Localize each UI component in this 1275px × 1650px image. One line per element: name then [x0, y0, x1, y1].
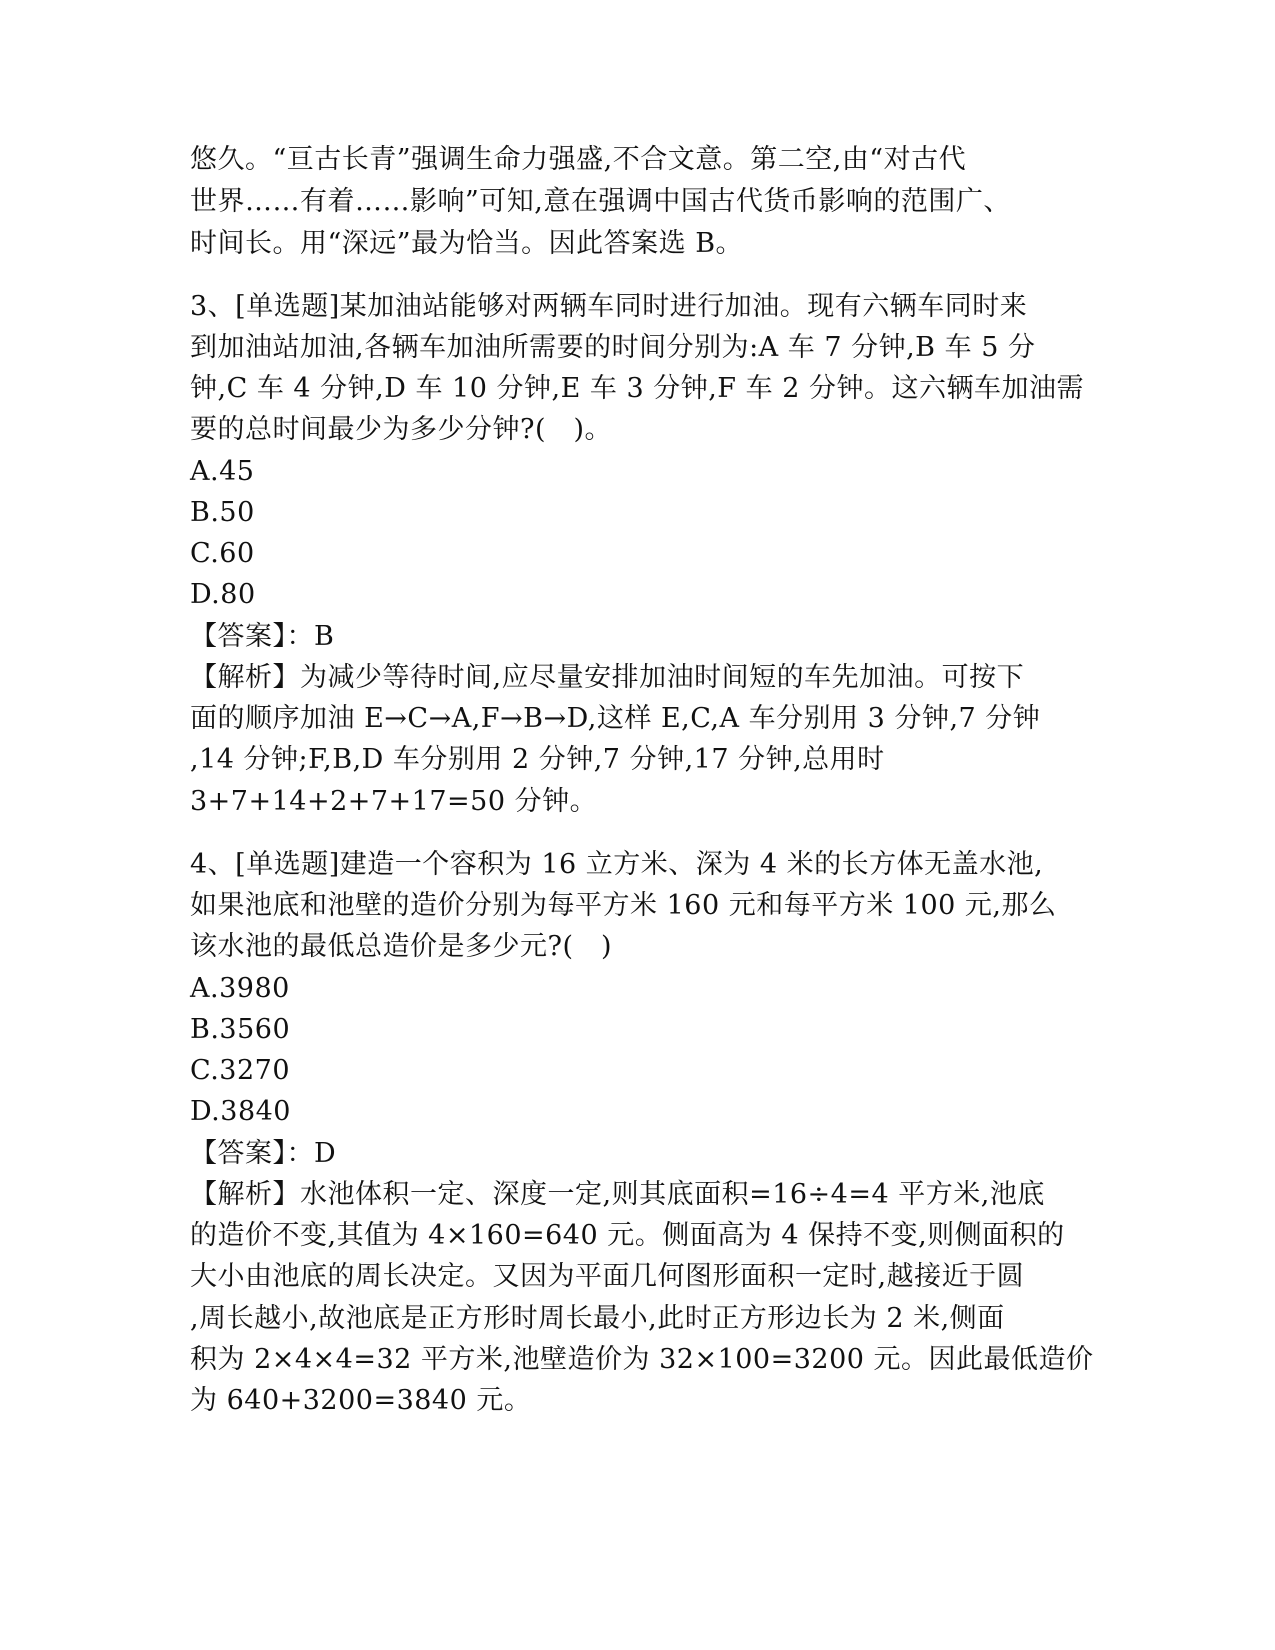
- answer-line: 【答案】：B: [190, 621, 335, 652]
- analysis-line: 为 640+3200=3840 元。: [190, 1385, 532, 1416]
- question-stem-line: 钟,C 车 4 分钟,D 车 10 分钟,E 车 3 分钟,F 车 2 分钟。这六辆车加油需: [190, 373, 1084, 404]
- question-stem-line: 到加油站加油,各辆车加油所需要的时间分别为:A 车 7 分钟,B 车 5 分: [190, 332, 1036, 363]
- option-d: D.80: [190, 579, 256, 610]
- option-a: A.45: [190, 456, 255, 487]
- option-c: C.3270: [190, 1055, 290, 1086]
- option-b: B.3560: [190, 1014, 291, 1045]
- question-stem-line: 4、[单选题]建造一个容积为 16 立方米、深为 4 米的长方体无盖水池,: [190, 849, 1044, 880]
- analysis-line: 积为 2×4×4=32 平方米,池壁造价为 32×100=3200 元。因此最低造价: [190, 1344, 1094, 1375]
- option-b: B.50: [190, 497, 255, 528]
- analysis-line: 【解析】为减少等待时间,应尽量安排加油时间短的车先加油。可按下: [190, 662, 1025, 693]
- text-line: 世界……有着……影响”可知,意在强调中国古代货币影响的范围广、: [190, 186, 1011, 217]
- text-line: 时间长。用“深远”最为恰当。因此答案选 B。: [190, 228, 744, 259]
- question-stem-line: 3、[单选题]某加油站能够对两辆车同时进行加油。现有六辆车同时来: [190, 291, 1028, 322]
- question-stem-line: 要的总时间最少为多少分钟?( )。: [190, 414, 613, 445]
- option-a: A.3980: [190, 973, 290, 1004]
- analysis-line: ,周长越小,故池底是正方形时周长最小,此时正方形边长为 2 米,侧面: [190, 1303, 1005, 1334]
- analysis-line: 大小由池底的周长决定。又因为平面几何图形面积一定时,越接近于圆: [190, 1261, 1025, 1292]
- option-d: D.3840: [190, 1096, 291, 1127]
- option-c: C.60: [190, 538, 255, 569]
- text-line: 悠久。“亘古长青”强调生命力强盛,不合文意。第二空,由“对古代: [190, 144, 967, 175]
- analysis-line: ,14 分钟;F,B,D 车分别用 2 分钟,7 分钟,17 分钟,总用时: [190, 744, 885, 775]
- question-stem-line: 该水池的最低总造价是多少元?( ): [190, 931, 613, 962]
- analysis-line: 3+7+14+2+7+17=50 分钟。: [190, 786, 598, 817]
- analysis-line: 的造价不变,其值为 4×160=640 元。侧面高为 4 保持不变,则侧面积的: [190, 1220, 1065, 1251]
- question-stem-line: 如果池底和池壁的造价分别为每平方米 160 元和每平方米 100 元,那么: [190, 890, 1057, 921]
- answer-line: 【答案】：D: [190, 1138, 337, 1169]
- analysis-line: 面的顺序加油 E→C→A,F→B→D,这样 E,C,A 车分别用 3 分钟,7 分钟: [190, 703, 1041, 734]
- analysis-line: 【解析】水池体积一定、深度一定,则其底面积=16÷4=4 平方米,池底: [190, 1179, 1045, 1210]
